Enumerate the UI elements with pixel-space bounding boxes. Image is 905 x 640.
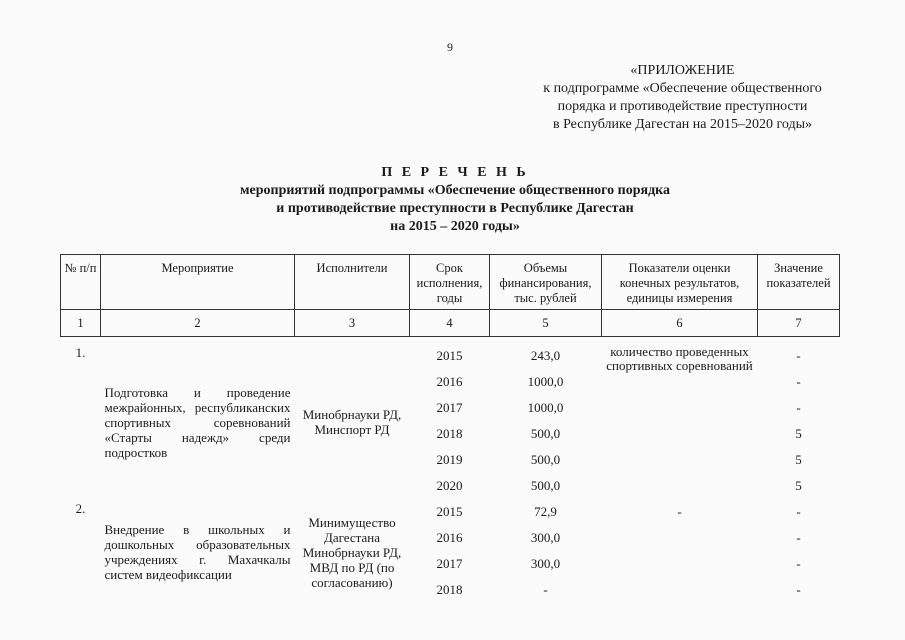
row-value: -	[796, 530, 801, 545]
title-line-3: и противодействие преступности в Республике Дагестан	[276, 201, 634, 216]
column-number: 6	[602, 310, 758, 337]
row-amount: -	[543, 582, 548, 597]
row-amount: 1000,0	[527, 374, 564, 389]
title-line-2: мероприятий подпрограммы «Обеспечение общественного порядка	[239, 183, 671, 198]
row-value: 5	[795, 426, 802, 441]
header-executors: Исполнители	[295, 255, 410, 310]
header-values: Значение показателей	[758, 255, 840, 310]
appendix-line-1: «ПРИЛОЖЕНИЕ	[630, 63, 735, 78]
table-row	[61, 343, 840, 369]
row-year: 2016	[436, 530, 463, 545]
header-term: Срок исполнения, годы	[410, 255, 490, 310]
row-value: -	[796, 348, 801, 363]
appendix-line-2: к подпрограмме «Обеспечение общественного	[543, 81, 822, 96]
row-value: -	[796, 556, 801, 571]
row-amount: 500,0	[530, 452, 561, 467]
column-number: 3	[295, 310, 410, 337]
table-header-row	[61, 255, 840, 310]
row-amount: 300,0	[530, 530, 561, 545]
header-funding: Объемы финансирования, тыс. рублей	[490, 255, 602, 310]
row-amount: 72,9	[534, 504, 557, 519]
header-indicators: Показатели оценки конечных результатов, единицы измерения	[602, 255, 758, 310]
appendix-line-3: порядка и противодействие преступности	[557, 99, 808, 114]
page-number: 9	[447, 40, 453, 54]
row-value: 5	[795, 452, 802, 467]
row-value: -	[796, 504, 801, 519]
row-amount: 300,0	[530, 556, 561, 571]
row-indicator: количество проведенных спортивных соревнований	[606, 344, 753, 373]
column-number: 1	[61, 310, 101, 337]
row-indicator: -	[677, 504, 682, 519]
header-num: № п/п	[61, 255, 101, 310]
row-executors: Минимущество Дагестана Минобрнауки РД, МВД по РД (по согласованию)	[302, 514, 402, 590]
row-year: 2015	[436, 348, 463, 363]
row-year: 2017	[436, 400, 463, 415]
column-number: 2	[101, 310, 295, 337]
title-line-1: П Е Р Е Ч Е Н Ь	[381, 165, 529, 180]
row-amount: 243,0	[530, 348, 561, 363]
column-number: 5	[490, 310, 602, 337]
row-number: 2.	[75, 501, 86, 516]
row-year: 2016	[436, 374, 463, 389]
row-year: 2018	[436, 426, 463, 441]
appendix-block	[530, 62, 835, 134]
row-value: 5	[795, 478, 802, 493]
row-amount: 500,0	[530, 478, 561, 493]
row-value: -	[796, 582, 801, 597]
row-executors: Минобрнауки РД, Минспорт РД	[302, 407, 402, 437]
column-number: 4	[410, 310, 490, 337]
measures-table	[60, 254, 840, 603]
column-number-row	[61, 310, 840, 337]
table-row	[61, 499, 840, 525]
row-amount: 500,0	[530, 426, 561, 441]
row-value: -	[796, 374, 801, 389]
row-value: -	[796, 400, 801, 415]
row-amount: 1000,0	[527, 400, 564, 415]
row-year: 2017	[436, 556, 463, 571]
title-line-4: на 2015 – 2020 годы»	[390, 219, 520, 234]
row-year: 2015	[436, 504, 463, 519]
row-event: Подготовка и проведение межрайонных, республиканских спортивных соревнований «Старты надежд» среди подростков	[104, 384, 291, 460]
column-number: 7	[758, 310, 840, 337]
row-number: 1.	[75, 345, 86, 360]
appendix-line-4: в Республике Дагестан на 2015–2020 годы»	[552, 117, 813, 132]
row-year: 2019	[436, 452, 463, 467]
row-event: Внедрение в школьных и дошкольных образовательных учреждениях г. Махачкалы систем видеофиксации	[104, 522, 291, 582]
document-title	[100, 164, 810, 236]
header-event: Мероприятие	[101, 255, 295, 310]
row-year: 2020	[436, 478, 463, 493]
row-year: 2018	[436, 582, 463, 597]
